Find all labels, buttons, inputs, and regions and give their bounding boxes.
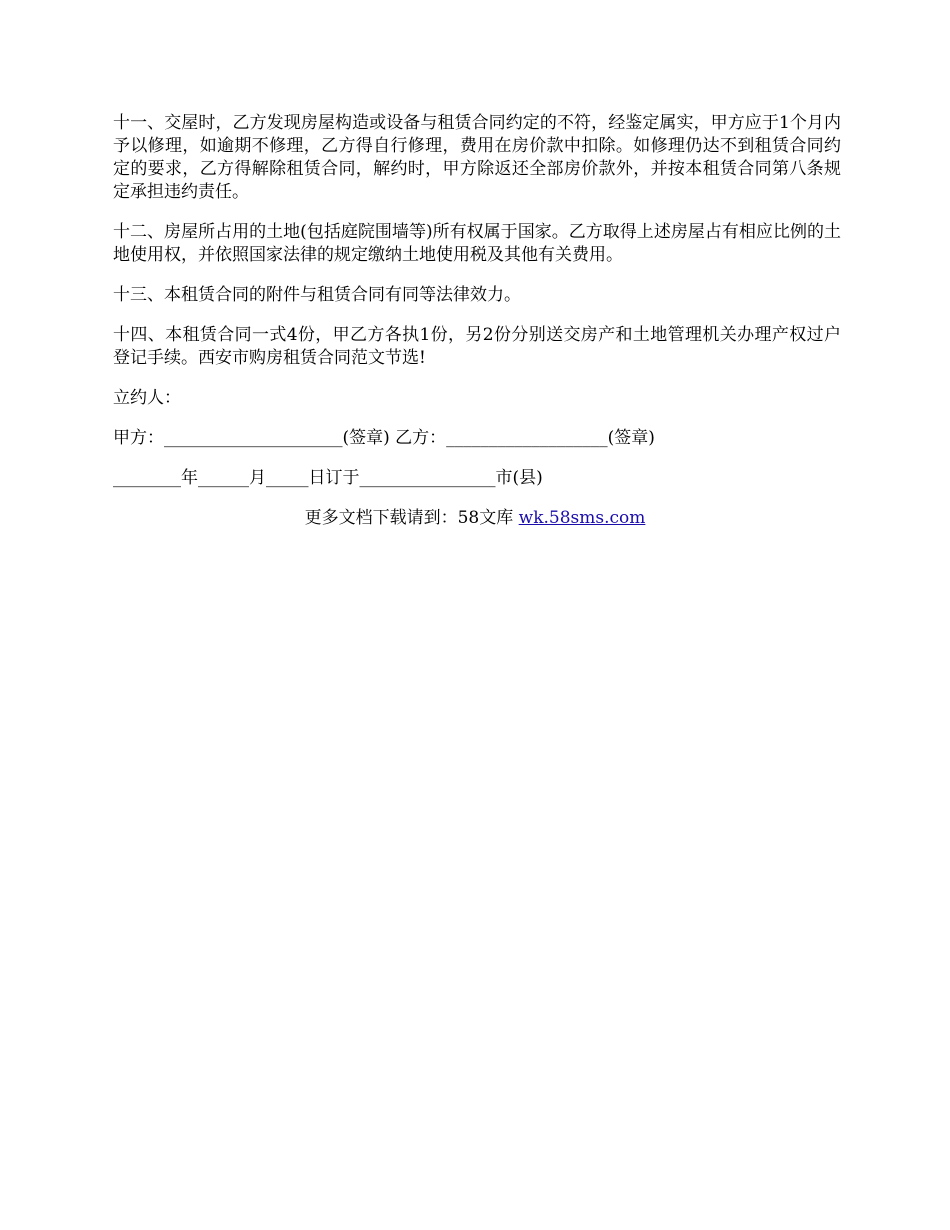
document-body [113, 112, 841, 507]
footer-text: 更多文档下载请到：58文库 [304, 508, 519, 528]
footer-link[interactable]: wk.58sms.com [518, 508, 646, 528]
clause-11-paragraph: 十一、交屋时，乙方发现房屋构造或设备与租赁合同约定的不符，经鉴定属实，甲方应于1个月内予以修理，如逾期不修理，乙方得自行修理，费用在房价款中扣除。如修理仍达不到租赁合同约定的要求，乙方得解除租赁合同，解约时，甲方除返还全部房价款外，并按本租赁合同第八条规定承担违约责任。 [113, 113, 841, 202]
clause-14-paragraph: 十四、本租赁合同一式4份，甲乙方各执1份，另2份分别送交房产和土地管理机关办理产权过户登记手续。西安市购房租赁合同范文节选! [113, 325, 841, 368]
clause-12-paragraph: 十二、房屋所占用的土地(包括庭院围墙等)所有权属于国家。乙方取得上述房屋占有相应比例的土地使用权，并依照国家法律的规定缴纳土地使用税及其他有关费用。 [113, 222, 841, 265]
signatories-label: 立约人： [113, 388, 181, 408]
clause-13-paragraph: 十三、本租赁合同的附件与租赁合同有同等法律效力。 [113, 285, 521, 305]
download-footer [0, 507, 950, 530]
date-place-line: ________年______月_____日订于________________市(县) [113, 468, 543, 488]
signature-line: 甲方：_____________________(签章) 乙方：___________________(签章) [113, 428, 655, 448]
